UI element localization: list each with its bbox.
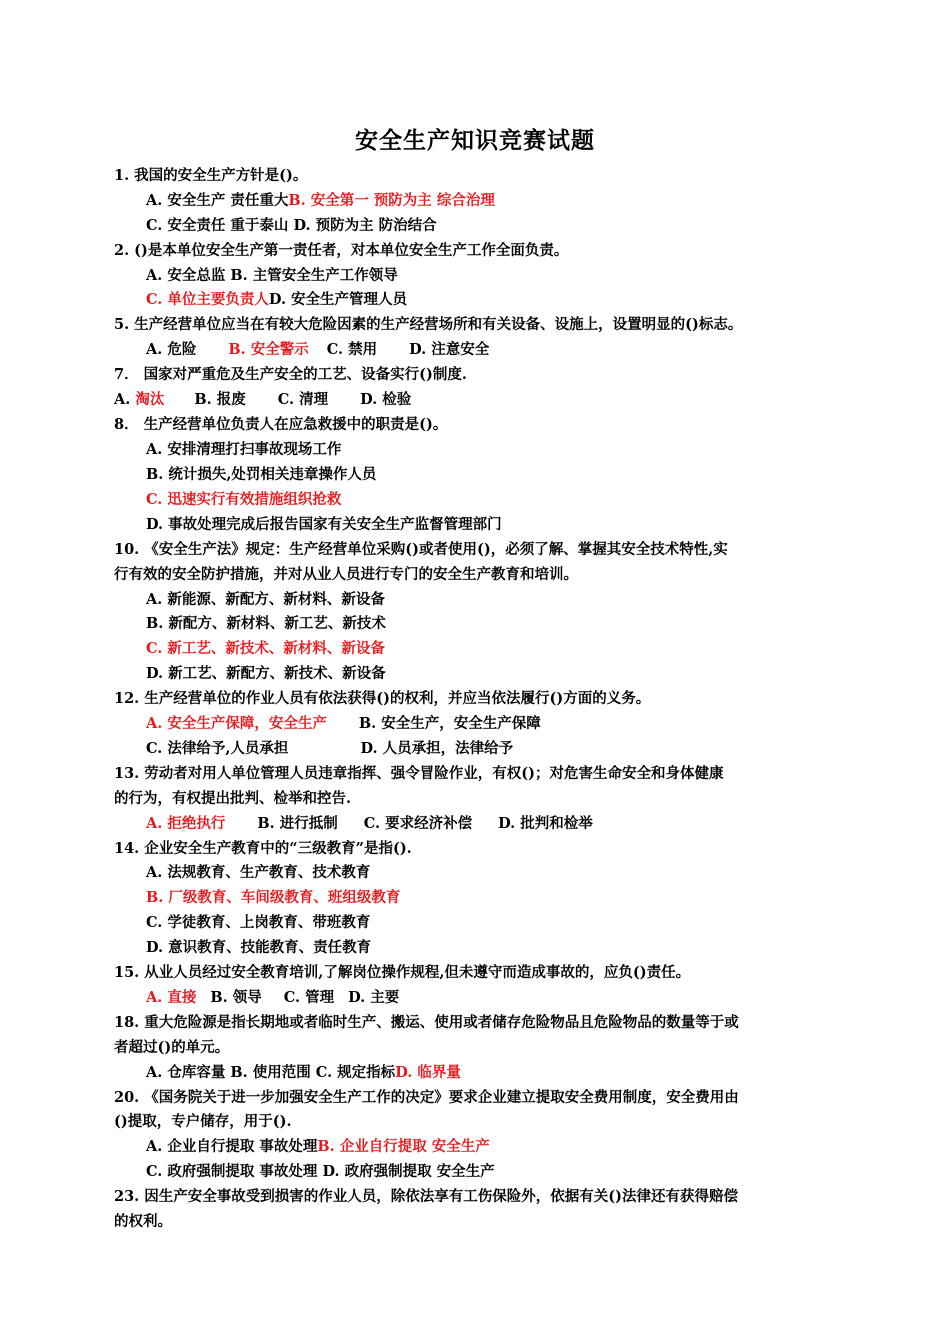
option-d: D. 批判和检举 [498,815,593,832]
option-a: A. 企业自行提取 事故处理 [146,1138,318,1155]
question-10-line-1: 10. 《安全生产法》规定：生产经营单位采购()或者使用()，必须了解、掌握其安全技术特性,实 [114,541,728,558]
correct-answer-c: C. 新工艺、新技术、新材料、新设备 [146,640,385,657]
option-d: D. 主要 [348,989,400,1006]
correct-answer-b: B. 厂级教育、车间级教育、班组级教育 [146,889,401,906]
option-b: B. 安全生产，安全生产保障 [358,715,541,732]
correct-answer-a: A. 直接 [146,989,197,1006]
correct-answer-d: D. 临界量 [395,1064,461,1081]
document-title: 安全生产知识竞赛试题 [355,127,595,154]
correct-answer-c: C. 迅速实行有效措施组织抢救 [146,491,342,508]
question-12: 12. 生产经营单位的作业人员有依法获得()的权利，并应当依法履行()方面的义务。 [114,690,651,707]
question-2-options-cd [146,290,850,310]
question-8-option-b: B. 统计损失,处罚相关违章操作人员 [146,466,377,483]
question-7: 7． 国家对严重危及生产安全的工艺、设备实行()制度. [114,366,467,383]
question-10-option-b: B. 新配方、新材料、新工艺、新技术 [146,615,386,632]
option-b: B. 报废 [194,391,246,408]
question-12-options-ab [146,714,850,734]
question-8-option-a: A. 安排清理打扫事故现场工作 [146,441,342,458]
question-13-line-2: 的行为，有权提出批判、检举和控告. [114,790,352,807]
correct-answer-c: C. 单位主要负责人 [146,291,269,308]
option-c: C. 禁用 [326,341,378,358]
option-d: D. 人员承担，法律给予 [360,740,514,757]
question-14: 14. 企业安全生产教育中的“三级教育”是指(). [114,840,412,857]
question-23-line-1: 23. 因生产安全事故受到损害的作业人员，除依法享有工伤保险外，依据有关()法律还有获得赔偿 [114,1188,738,1205]
question-8: 8． 生产经营单位负责人在应急救援中的职责是()。 [114,416,448,433]
question-10-line-2: 行有效的安全防护措施，并对从业人员进行专门的安全生产教育和培训。 [114,566,578,583]
question-20-options-cd: C. 政府强制提取 事故处理 D. 政府强制提取 安全生产 [146,1163,495,1180]
question-18-options [146,1063,850,1083]
question-8-option-d: D. 事故处理完成后报告国家有关安全生产监督管理部门 [146,516,502,533]
option-b: B. 领导 [210,989,262,1006]
correct-answer-a: 淘汰 [135,391,165,408]
option-d: D. 安全生产管理人员 [268,291,408,308]
question-20-line-1: 20. 《国务院关于进一步加强安全生产工作的决定》要求企业建立提取安全费用制度，安全费用由 [114,1089,739,1106]
question-7-options [114,390,850,410]
question-15: 15. 从业人员经过安全教育培训,了解岗位操作规程,但未遵守而造成事故的，应负()责任。 [114,964,691,981]
correct-answer-b: B. 安全警示 [228,341,309,358]
option-a: A. 安全生产 责任重大 [146,192,289,209]
question-14-option-d: D. 意识教育、技能教育、责任教育 [146,939,372,956]
option-c: C. 要求经济补偿 [363,815,473,832]
question-20-line-2: ()提取，专户储存，用于(). [114,1113,292,1130]
question-5: 5. 生产经营单位应当在有较大危险因素的生产经营场所和有关设备、设施上，设置明显的()标志。 [114,316,743,333]
question-5-options [146,340,850,360]
question-18-line-1: 18. 重大危险源是指长期地或者临时生产、搬运、使用或者储存危险物品且危险物品的数量等于或 [114,1014,739,1031]
option-a: A. 危险 [146,341,197,358]
question-2-options-ab: A. 安全总监 B. 主管安全生产工作领导 [146,267,398,284]
question-18-line-2: 者超过()的单元。 [114,1039,230,1056]
question-12-options-cd [146,739,850,759]
correct-answer-b: B. 企业自行提取 安全生产 [317,1138,490,1155]
question-2: 2. ()是本单位安全生产第一责任者，对本单位安全生产工作全面负责。 [114,242,569,259]
correct-answer-b: B. 安全第一 预防为主 综合治理 [288,192,495,209]
question-1: 1. 我国的安全生产方针是()。 [114,167,308,184]
question-23-line-2: 的权利。 [114,1213,172,1230]
question-13-line-1: 13. 劳动者对用人单位管理人员违章指挥、强令冒险作业，有权()；对危害生命安全和身体健康 [114,765,724,782]
question-20-options-ab [146,1137,850,1157]
options-abc: A. 仓库容量 B. 使用范围 C. 规定指标 [146,1064,396,1081]
option-d: D. 注意安全 [409,341,490,358]
option-b: B. 进行抵制 [257,815,338,832]
question-10-option-a: A. 新能源、新配方、新材料、新设备 [146,591,385,608]
question-10-option-d: D. 新工艺、新配方、新技术、新设备 [146,665,386,682]
correct-answer-a: A. 安全生产保障，安全生产 [146,715,327,732]
question-14-option-a: A. 法规教育、生产教育、技术教育 [146,864,371,881]
question-1-options-cd: C. 安全责任 重于泰山 D. 预防为主 防治结合 [146,217,437,234]
question-13-options [146,814,850,834]
question-1-options-ab [146,191,850,211]
option-c: C. 管理 [283,989,335,1006]
question-15-options [146,988,850,1008]
option-a-label: A. [114,391,131,408]
option-d: D. 检验 [360,391,412,408]
option-c: C. 法律给予,人员承担 [146,740,289,757]
question-14-option-c: C. 学徒教育、上岗教育、带班教育 [146,914,371,931]
option-c: C. 清理 [277,391,329,408]
correct-answer-a: A. 拒绝执行 [146,815,226,832]
